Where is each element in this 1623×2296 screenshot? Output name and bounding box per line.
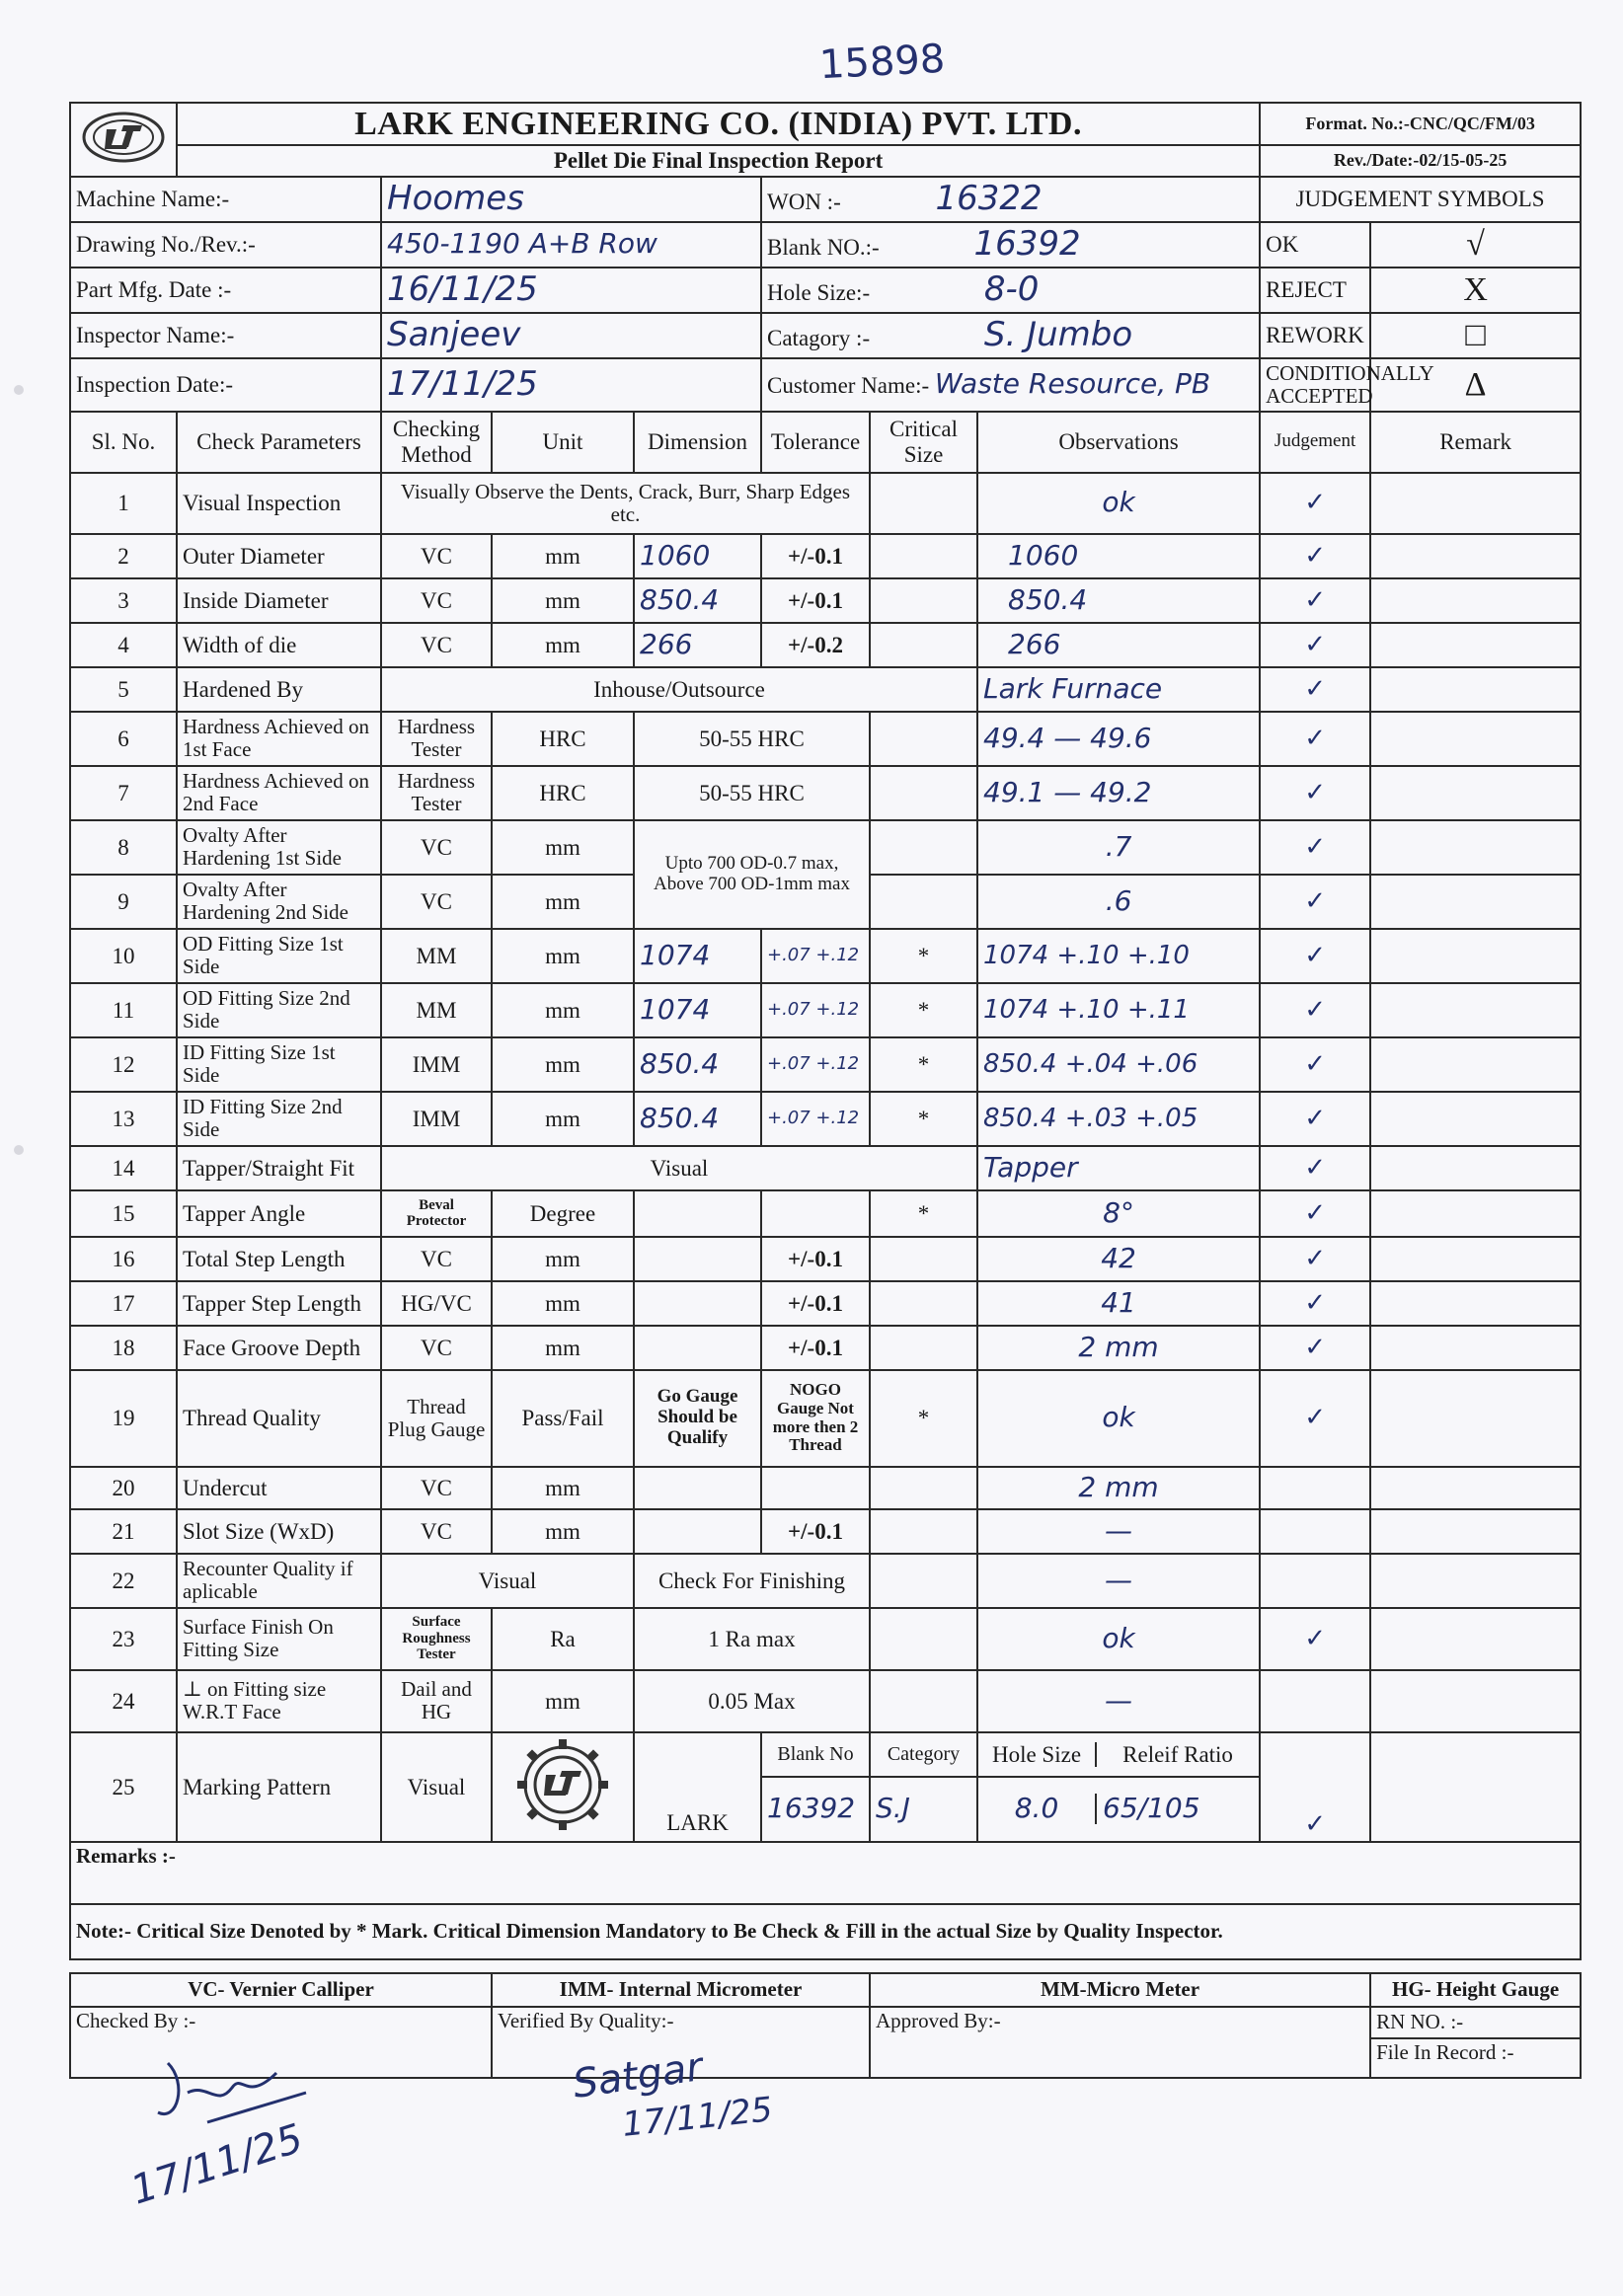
col-header-method: Checking Method <box>381 412 492 473</box>
tolerance: +/-0.1 <box>761 1281 870 1326</box>
observation-value[interactable]: 42 <box>977 1237 1260 1281</box>
hole-size-label: Hole Size:- <box>767 279 871 305</box>
remark-cell[interactable] <box>1370 473 1581 534</box>
symbol-ok-label: OK <box>1260 222 1370 268</box>
judgement-mark[interactable]: ✓ <box>1260 1281 1370 1326</box>
checking-method: MM <box>381 929 492 983</box>
check-parameter: Visual Inspection <box>177 473 381 534</box>
check-parameter: Ovalty After Hardening 2nd Side <box>177 875 381 929</box>
remark-cell[interactable] <box>1370 712 1581 766</box>
judgement-symbols-title: JUDGEMENT SYMBOLS <box>1260 177 1581 222</box>
punch-hole <box>14 385 24 395</box>
table-row <box>70 820 1581 875</box>
col-header-critical: Critical Size <box>870 412 977 473</box>
unit: mm <box>492 1237 634 1281</box>
tolerance-value[interactable]: +.07 +.12 <box>761 929 870 983</box>
remark-cell[interactable] <box>1370 1326 1581 1370</box>
tolerance: +/-0.1 <box>761 1509 870 1554</box>
marking-relief-value[interactable]: 65/105 <box>1103 1792 1200 1825</box>
row-number: 13 <box>70 1092 177 1146</box>
row-number: 10 <box>70 929 177 983</box>
inspection-report-grid <box>69 102 1582 2079</box>
dimension-value[interactable]: 266 <box>634 623 761 667</box>
table-row <box>70 1237 1581 1281</box>
row-number: 25 <box>70 1732 177 1842</box>
critical-note: Note:- Critical Size Denoted by * Mark. Critical Dimension Mandatory to Be Check & Fill in the actual Size by Quality Inspector. <box>70 1904 1581 1959</box>
remark-cell[interactable] <box>1370 1732 1581 1842</box>
inspector-name-label: Inspector Name:- <box>76 323 235 348</box>
critical-mark: * <box>870 1190 977 1237</box>
check-parameter: Tapper/Straight Fit <box>177 1146 381 1190</box>
observation-value[interactable]: 2 mm <box>977 1467 1260 1509</box>
checked-by-date: 17/11/25 <box>125 2115 309 2214</box>
col-header-tolerance: Tolerance <box>761 412 870 473</box>
judgement-mark[interactable]: ✓ <box>1260 1608 1370 1670</box>
table-row <box>70 1732 1581 1777</box>
table-row <box>70 1037 1581 1092</box>
symbol-reject-mark: X <box>1370 268 1581 313</box>
observation-value[interactable]: — <box>977 1554 1260 1608</box>
spec-text: 0.05 Max <box>634 1670 870 1732</box>
observation-value[interactable]: .7 <box>977 820 1260 875</box>
check-parameter: Outer Diameter <box>177 534 381 578</box>
row-number: 14 <box>70 1146 177 1190</box>
judgement-mark[interactable]: ✓ <box>1260 1326 1370 1370</box>
checking-method: Thread Plug Gauge <box>381 1370 492 1467</box>
remark-cell[interactable] <box>1370 983 1581 1037</box>
row-number: 11 <box>70 983 177 1037</box>
checking-method: VC <box>381 820 492 875</box>
unit: HRC <box>492 712 634 766</box>
inspection-date-value[interactable]: 17/11/25 <box>381 358 761 412</box>
company-logo <box>70 103 177 177</box>
legend-mm: MM-Micro Meter <box>870 1973 1370 2007</box>
dimension-value[interactable]: 850.4 <box>634 1037 761 1092</box>
marking-relief-label: Releif Ratio <box>1122 1741 1233 1767</box>
observation-value[interactable]: 850.4 +.03 +.05 <box>977 1092 1260 1146</box>
observation-value[interactable]: 266 <box>977 623 1260 667</box>
tolerance-value[interactable]: +.07 +.12 <box>761 1037 870 1092</box>
dimension-value[interactable]: 850.4 <box>634 578 761 623</box>
symbol-conditional-mark: Δ <box>1370 358 1581 412</box>
dimension-value[interactable]: 1074 <box>634 983 761 1037</box>
verified-by-signature: Satgar <box>570 2044 706 2107</box>
critical-mark: * <box>870 1370 977 1467</box>
observation-value[interactable]: .6 <box>977 875 1260 929</box>
row-number: 9 <box>70 875 177 929</box>
observation-value[interactable]: ok <box>977 1370 1260 1467</box>
table-row <box>70 929 1581 983</box>
unit: mm <box>492 1092 634 1146</box>
check-parameter: Face Groove Depth <box>177 1326 381 1370</box>
unit: mm <box>492 1509 634 1554</box>
dimension-value[interactable]: 1060 <box>634 534 761 578</box>
check-parameter: Total Step Length <box>177 1237 381 1281</box>
check-parameter: OD Fitting Size 2nd Side <box>177 983 381 1037</box>
symbol-rework-label: REWORK <box>1260 313 1370 358</box>
spec-text: 50-55 HRC <box>634 712 870 766</box>
judgement-mark[interactable]: ✓ <box>1260 1190 1370 1237</box>
check-parameter: ⊥ on Fitting size W.R.T Face <box>177 1670 381 1732</box>
dimension-value[interactable]: 850.4 <box>634 1092 761 1146</box>
check-parameter: Marking Pattern <box>177 1732 381 1842</box>
remark-cell[interactable] <box>1370 667 1581 712</box>
checking-method: IMM <box>381 1037 492 1092</box>
checking-method: VC <box>381 1467 492 1509</box>
remark-cell[interactable] <box>1370 623 1581 667</box>
unit: mm <box>492 875 634 929</box>
row-number: 24 <box>70 1670 177 1732</box>
unit: mm <box>492 623 634 667</box>
observation-value[interactable]: 850.4 <box>977 578 1260 623</box>
table-row <box>70 983 1581 1037</box>
remark-cell[interactable] <box>1370 1092 1581 1146</box>
won-label: WON :- <box>767 189 841 214</box>
row-number: 15 <box>70 1190 177 1237</box>
checking-method: VC <box>381 1237 492 1281</box>
observation-value[interactable]: 2 mm <box>977 1326 1260 1370</box>
judgement-mark[interactable] <box>1260 1670 1370 1732</box>
judgement-mark[interactable]: ✓ <box>1260 578 1370 623</box>
judgement-mark[interactable] <box>1260 1509 1370 1554</box>
row-number: 20 <box>70 1467 177 1509</box>
marking-lark-text: LARK <box>634 1732 761 1842</box>
table-row <box>70 623 1581 667</box>
revision-date: Rev./Date:-02/15-05-25 <box>1260 145 1581 176</box>
check-parameter: ID Fitting Size 1st Side <box>177 1037 381 1092</box>
row-number: 16 <box>70 1237 177 1281</box>
symbol-reject-label: REJECT <box>1260 268 1370 313</box>
table-row <box>70 1190 1581 1237</box>
observation-value[interactable]: ok <box>977 473 1260 534</box>
marking-blank-no-value[interactable]: 16392 <box>761 1777 870 1842</box>
judgement-mark[interactable]: ✓ <box>1260 1092 1370 1146</box>
unit: Degree <box>492 1190 634 1237</box>
unit: mm <box>492 1670 634 1732</box>
checking-method: Dail and HG <box>381 1670 492 1732</box>
observation-value[interactable]: 49.4 — 49.6 <box>977 712 1260 766</box>
observation-value[interactable]: — <box>977 1509 1260 1554</box>
tolerance: +/-0.1 <box>761 1237 870 1281</box>
checking-method: IMM <box>381 1092 492 1146</box>
row-number: 23 <box>70 1608 177 1670</box>
marking-hole-size-label: Hole Size <box>978 1742 1097 1767</box>
observation-value[interactable]: — <box>977 1670 1260 1732</box>
remark-cell[interactable] <box>1370 820 1581 875</box>
judgement-mark[interactable]: ✓ <box>1260 534 1370 578</box>
judgement-mark[interactable]: ✓ <box>1260 820 1370 875</box>
checking-method: VC <box>381 875 492 929</box>
remark-cell[interactable] <box>1370 1370 1581 1467</box>
check-parameter: Undercut <box>177 1467 381 1509</box>
checking-method: Visual <box>381 1732 492 1842</box>
spec-text: 1 Ra max <box>634 1608 870 1670</box>
remark-cell[interactable] <box>1370 766 1581 820</box>
remark-cell[interactable] <box>1370 1146 1581 1190</box>
checking-method: HG/VC <box>381 1281 492 1326</box>
check-parameter: Hardened By <box>177 667 381 712</box>
unit: mm <box>492 1037 634 1092</box>
rn-no-label: RN NO. :- <box>1370 2007 1581 2038</box>
table-row <box>70 1509 1581 1554</box>
check-parameter: OD Fitting Size 1st Side <box>177 929 381 983</box>
row-number: 19 <box>70 1370 177 1467</box>
observation-value[interactable]: 8° <box>977 1190 1260 1237</box>
remark-cell[interactable] <box>1370 929 1581 983</box>
spec-text: Visual <box>381 1146 977 1190</box>
category-label: Catagory :- <box>767 325 871 350</box>
marking-category-label: Category <box>870 1732 977 1777</box>
table-row <box>70 1608 1581 1670</box>
check-parameter: Tapper Angle <box>177 1190 381 1237</box>
marking-category-value[interactable]: S.J <box>870 1777 977 1842</box>
tolerance: +/-0.1 <box>761 578 870 623</box>
row-number: 7 <box>70 766 177 820</box>
table-row <box>70 1370 1581 1467</box>
check-parameter: Recounter Quality if aplicable <box>177 1554 381 1608</box>
observation-value[interactable]: Lark Furnace <box>977 667 1260 712</box>
dimension-value[interactable]: 1074 <box>634 929 761 983</box>
checking-method: VC <box>381 623 492 667</box>
row-number: 6 <box>70 712 177 766</box>
remark-cell[interactable] <box>1370 1237 1581 1281</box>
judgement-mark[interactable]: ✓ <box>1260 623 1370 667</box>
symbol-conditional-label: CONDITIONALLY ACCEPTED <box>1260 358 1370 412</box>
legend-vc: VC- Vernier Calliper <box>70 1973 492 2007</box>
customer-name-label: Customer Name:- <box>767 373 930 399</box>
remark-cell[interactable] <box>1370 1608 1581 1670</box>
unit: mm <box>492 983 634 1037</box>
row-number: 12 <box>70 1037 177 1092</box>
won-value[interactable]: 16322 <box>935 178 1043 218</box>
spec-text: 50-55 HRC <box>634 766 870 820</box>
checking-method: Hardness Tester <box>381 766 492 820</box>
col-header-dimension: Dimension <box>634 412 761 473</box>
punch-hole <box>14 1145 24 1155</box>
judgement-mark[interactable]: ✓ <box>1260 766 1370 820</box>
critical-mark: * <box>870 983 977 1037</box>
judgement-mark[interactable] <box>1260 1467 1370 1509</box>
judgement-mark[interactable]: ✓ <box>1260 473 1370 534</box>
mfg-date-label: Part Mfg. Date :- <box>76 277 232 303</box>
table-row <box>70 578 1581 623</box>
table-row <box>70 766 1581 820</box>
row-number: 22 <box>70 1554 177 1608</box>
table-row <box>70 1670 1581 1732</box>
mfg-date-value[interactable]: 16/11/25 <box>381 268 761 313</box>
judgement-mark[interactable]: ✓ <box>1260 983 1370 1037</box>
observation-value[interactable]: 1074 +.10 +.10 <box>977 929 1260 983</box>
check-parameter: Inside Diameter <box>177 578 381 623</box>
marking-blank-no-label: Blank No <box>761 1732 870 1777</box>
remark-cell[interactable] <box>1370 1554 1581 1608</box>
col-header-observations: Observations <box>977 412 1260 473</box>
file-in-record-label: File In Record :- <box>1370 2038 1581 2078</box>
judgement-mark[interactable]: ✓ <box>1260 1037 1370 1092</box>
remark-cell[interactable] <box>1370 875 1581 929</box>
tolerance: +/-0.1 <box>761 534 870 578</box>
unit: mm <box>492 1467 634 1509</box>
observation-value[interactable]: 1060 <box>977 534 1260 578</box>
col-header-unit: Unit <box>492 412 634 473</box>
unit: Ra <box>492 1608 634 1670</box>
judgement-mark[interactable]: ✓ <box>1260 875 1370 929</box>
machine-name-label: Machine Name:- <box>76 187 230 212</box>
check-parameter: Hardness Achieved on 1st Face <box>177 712 381 766</box>
observation-value[interactable]: 850.4 +.04 +.06 <box>977 1037 1260 1092</box>
judgement-mark[interactable]: ✓ <box>1260 1732 1370 1842</box>
check-parameter: Ovalty After Hardening 1st Side <box>177 820 381 875</box>
unit: mm <box>492 929 634 983</box>
table-row <box>70 712 1581 766</box>
observation-value[interactable]: 41 <box>977 1281 1260 1326</box>
unit: HRC <box>492 766 634 820</box>
spec-text: Check For Finishing <box>634 1554 870 1608</box>
table-row <box>70 534 1581 578</box>
checking-method: Hardness Tester <box>381 712 492 766</box>
judgement-mark[interactable]: ✓ <box>1260 667 1370 712</box>
row-number: 2 <box>70 534 177 578</box>
table-row <box>70 1554 1581 1608</box>
legend-hg: HG- Height Gauge <box>1370 1973 1581 2007</box>
col-header-remark: Remark <box>1370 412 1581 473</box>
remarks-label: Remarks :- <box>70 1842 1581 1904</box>
unit: mm <box>492 578 634 623</box>
checking-method: VC <box>381 1326 492 1370</box>
inspection-date-label: Inspection Date:- <box>76 372 234 398</box>
unit: Pass/Fail <box>492 1370 634 1467</box>
critical-mark: * <box>870 1092 977 1146</box>
checking-method: Surface Roughness Tester <box>381 1608 492 1670</box>
tolerance-value[interactable]: +.07 +.12 <box>761 983 870 1037</box>
report-title: Pellet Die Final Inspection Report <box>177 145 1260 176</box>
unit: mm <box>492 534 634 578</box>
checking-method: VC <box>381 578 492 623</box>
observation-value[interactable]: Tapper <box>977 1146 1260 1190</box>
col-header-sl: Sl. No. <box>70 412 177 473</box>
drawing-value[interactable]: 450-1190 A+B Row <box>381 222 761 268</box>
table-row <box>70 1467 1581 1509</box>
check-parameter: Thread Quality <box>177 1370 381 1467</box>
observation-value[interactable]: ok <box>977 1608 1260 1670</box>
symbol-rework-mark: □ <box>1370 313 1581 358</box>
row-number: 8 <box>70 820 177 875</box>
judgement-mark[interactable]: ✓ <box>1260 1146 1370 1190</box>
observation-value[interactable]: 1074 +.10 +.11 <box>977 983 1260 1037</box>
row-number: 18 <box>70 1326 177 1370</box>
spec-text: Visually Observe the Dents, Crack, Burr, Sharp Edges etc. <box>381 473 870 534</box>
table-row <box>70 473 1581 534</box>
critical-mark: * <box>870 929 977 983</box>
checking-method: MM <box>381 983 492 1037</box>
remark-cell[interactable] <box>1370 1670 1581 1732</box>
row-number: 17 <box>70 1281 177 1326</box>
check-parameter: ID Fitting Size 2nd Side <box>177 1092 381 1146</box>
row-number: 3 <box>70 578 177 623</box>
observation-value[interactable]: 49.1 — 49.2 <box>977 766 1260 820</box>
table-row <box>70 1281 1581 1326</box>
check-parameter: Width of die <box>177 623 381 667</box>
remark-cell[interactable] <box>1370 1037 1581 1092</box>
table-row <box>70 1146 1581 1190</box>
symbol-ok-mark: √ <box>1370 222 1581 268</box>
remark-cell[interactable] <box>1370 578 1581 623</box>
checking-method: Visual <box>381 1554 634 1608</box>
row-number: 21 <box>70 1509 177 1554</box>
row-number: 4 <box>70 623 177 667</box>
col-header-judgement: Judgement <box>1260 412 1370 473</box>
tolerance: +/-0.1 <box>761 1326 870 1370</box>
verified-by-label: Verified By Quality:- <box>492 2007 870 2078</box>
col-header-param: Check Parameters <box>177 412 381 473</box>
judgement-mark[interactable]: ✓ <box>1260 1237 1370 1281</box>
blank-no-value[interactable]: 16392 <box>973 223 1081 264</box>
critical-mark: * <box>870 1037 977 1092</box>
table-row <box>70 667 1581 712</box>
spec-text: Inhouse/Outsource <box>381 667 977 712</box>
marking-logo <box>492 1732 634 1842</box>
check-parameter: Tapper Step Length <box>177 1281 381 1326</box>
judgement-mark[interactable]: ✓ <box>1260 929 1370 983</box>
unit: mm <box>492 820 634 875</box>
nogo-gauge-spec: NOGO Gauge Not more then 2 Thread <box>761 1370 870 1467</box>
judgement-mark[interactable] <box>1260 1554 1370 1608</box>
category-value[interactable]: S. Jumbo <box>983 314 1133 354</box>
check-parameter: Slot Size (WxD) <box>177 1509 381 1554</box>
customer-name-value[interactable]: Waste Resource, PB <box>934 367 1211 401</box>
drawing-label: Drawing No./Rev.:- <box>76 232 256 258</box>
legend-imm: IMM- Internal Micrometer <box>492 1973 870 2007</box>
blank-no-label: Blank NO.:- <box>767 234 880 260</box>
unit: mm <box>492 1326 634 1370</box>
spec-text: Upto 700 OD-0.7 max, Above 700 OD-1mm max <box>634 820 870 929</box>
unit: mm <box>492 1281 634 1326</box>
marking-hole-size-value[interactable]: 8.0 <box>978 1794 1097 1824</box>
go-gauge-spec: Go Gauge Should be Qualify <box>634 1370 761 1467</box>
company-name: LARK ENGINEERING CO. (INDIA) PVT. LTD. <box>177 103 1260 145</box>
remark-cell[interactable] <box>1370 1509 1581 1554</box>
checking-method: VC <box>381 1509 492 1554</box>
verified-by-date: 17/11/25 <box>620 2090 775 2145</box>
format-number: Format. No.:-CNC/QC/FM/03 <box>1260 103 1581 145</box>
check-parameter: Surface Finish On Fitting Size <box>177 1608 381 1670</box>
tolerance-value[interactable]: +.07 +.12 <box>761 1092 870 1146</box>
row-number: 5 <box>70 667 177 712</box>
checked-by-label: Checked By :- <box>70 2007 492 2078</box>
checking-method: Beval Protector <box>381 1190 492 1237</box>
approved-by-label: Approved By:- <box>870 2007 1370 2078</box>
table-row <box>70 1092 1581 1146</box>
serial-number: 15898 <box>817 36 947 89</box>
tolerance: +/-0.2 <box>761 623 870 667</box>
hole-size-value[interactable]: 8-0 <box>983 268 1040 309</box>
check-parameter: Hardness Achieved on 2nd Face <box>177 766 381 820</box>
remark-cell[interactable] <box>1370 1467 1581 1509</box>
judgement-mark[interactable]: ✓ <box>1260 1370 1370 1467</box>
row-number: 1 <box>70 473 177 534</box>
machine-name-value[interactable]: Hoomes <box>381 177 761 222</box>
judgement-mark[interactable]: ✓ <box>1260 712 1370 766</box>
remark-cell[interactable] <box>1370 1281 1581 1326</box>
table-row <box>70 1326 1581 1370</box>
remark-cell[interactable] <box>1370 534 1581 578</box>
remark-cell[interactable] <box>1370 1190 1581 1237</box>
checking-method: VC <box>381 534 492 578</box>
inspector-name-value[interactable]: Sanjeev <box>381 313 761 358</box>
